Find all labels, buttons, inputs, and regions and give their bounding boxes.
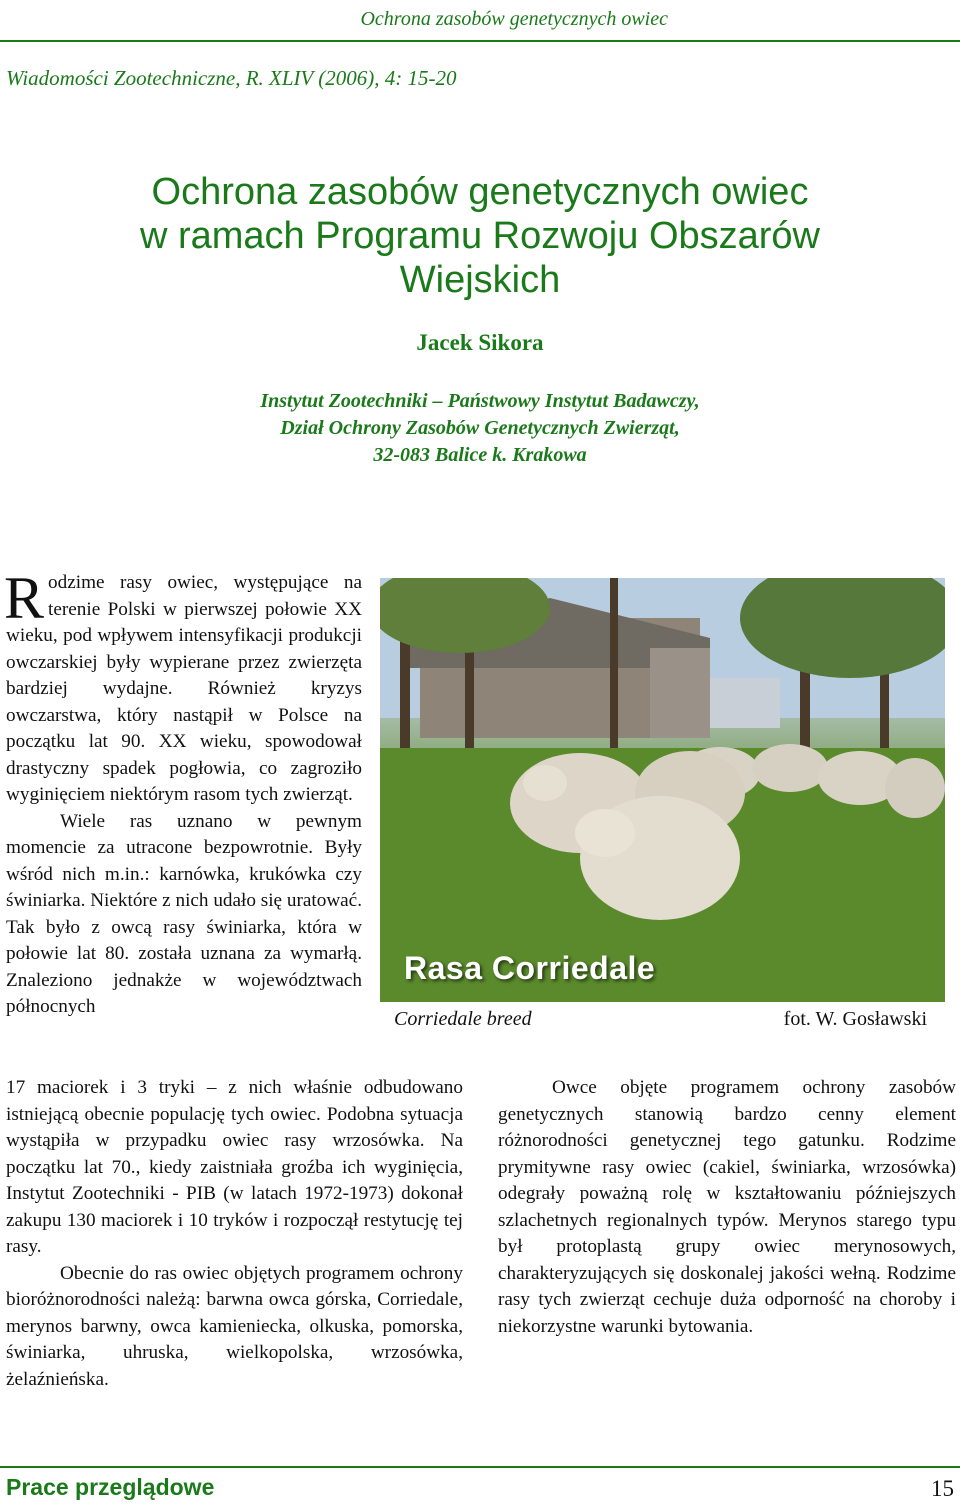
paragraph-intro-text: odzime rasy owiec, występujące na terenie Polski w pierwszej połowie XX wieku, pod wpływem intensyfikacji produkcji owczarskiej były wypierane przez zwierzęta bardziej wydajne. Również kryzys owczarstwa, który nastąpił w Polsce na początku lat 90. XX wieku, spowodował drastyczny spadek pogłowia, co zagroziło wyginięciem niektórym rasom tych zwierząt.: [6, 572, 362, 805]
journal-reference: Wiadomości Zootechniczne, R. XLIV (2006), 4: 15-20: [6, 66, 457, 90]
title-line: Wiejskich: [399, 259, 561, 301]
body-column-left-top: [4, 565, 362, 1021]
paragraph-genetic-value: Owce objęte programem ochrony zasobów genetycznych stanowią bardzo cenny element różnorodności genetycznej tego gatunku. Rodzime prymitywne rasy owiec (cakiel, świniarka, wrzosówka) odegrały poważną rolę w kształtowaniu późniejszych szlachetnych regionalnych typów. Merynos starego typu był protoplastą grupy owiec merynosowych, charakteryzujących się doskonalej jakości wełną. Rodzime rasy tych zwierząt cechuje duża odporność na choroby i niekorzystne warunki bytowania.: [498, 1077, 956, 1337]
header-divider: [0, 40, 960, 42]
affiliation-line: 32-083 Balice k. Krakowa: [373, 444, 587, 466]
sheep-photo-illustration: [380, 578, 945, 1002]
paragraph-protected-breeds: Obecnie do ras owiec objętych programem ochrony bioróżnorodności należą: barwna owca górska, Corriedale, merynos barwny, owca kamieniecka, olkuska, pomorska, świniarka, uhruska, wielkopolska, wrzosówka, żelaźnieńska.: [6, 1262, 463, 1390]
paragraph-lost-breeds: Wiele ras uznano w pewnym momencie za utracone bezpowrotnie. Były wśród nich m.in.: karnówka, krukówka czy świniarka. Niektóre z nich udało się uratować. Tak było z owcą rasy świniarka, która w połowie lat 80. została uznana za wymarłą. Znaleziono jednakże w województwach północnych: [6, 810, 362, 1017]
title-line: w ramach Programu Rozwoju Obszarów: [139, 215, 820, 257]
affiliation-line: Dział Ochrony Zasobów Genetycznych Zwierząt,: [280, 417, 680, 439]
body-column-left-bottom: [6, 1075, 463, 1393]
page-number: 15: [931, 1476, 954, 1501]
drop-cap: R: [4, 565, 45, 631]
photo-credit: fot. W. Gosławski: [783, 1008, 927, 1030]
sheep-photo: [380, 578, 945, 1002]
article-title: [40, 170, 920, 302]
running-header-title: Ochrona zasobów genetycznych owiec: [360, 8, 668, 30]
photo-caption: Corriedale breed: [394, 1008, 532, 1030]
footer-divider: [0, 1466, 960, 1468]
footer-section-label: Prace przeglądowe: [6, 1474, 215, 1500]
photo-overlay-label: Rasa Corriedale: [404, 950, 656, 986]
paragraph-lost-breeds-continued: 17 maciorek i 3 tryki – z nich właśnie odbudowano istniejącą obecnie populację tych owiec. Podobna sytuacja wystąpiła w przypadku owiec rasy wrzosówka. Na początku lat 70., kiedy zaistniała groźba ich wyginięcia, Instytut Zootechniki - PIB (w latach 1972-1973) dokonał zakupu 130 maciorek i 10 tryków i rozpoczął restytucję tej rasy.: [6, 1077, 463, 1257]
paragraph-intro: [4, 565, 362, 809]
author-name: Jacek Sikora: [416, 330, 544, 355]
title-line: Ochrona zasobów genetycznych owiec: [151, 171, 809, 213]
affiliation-line: Instytut Zootechniki – Państwowy Instytut Badawczy,: [260, 390, 700, 412]
body-column-right: [498, 1075, 956, 1340]
author-affiliation: [0, 388, 960, 469]
